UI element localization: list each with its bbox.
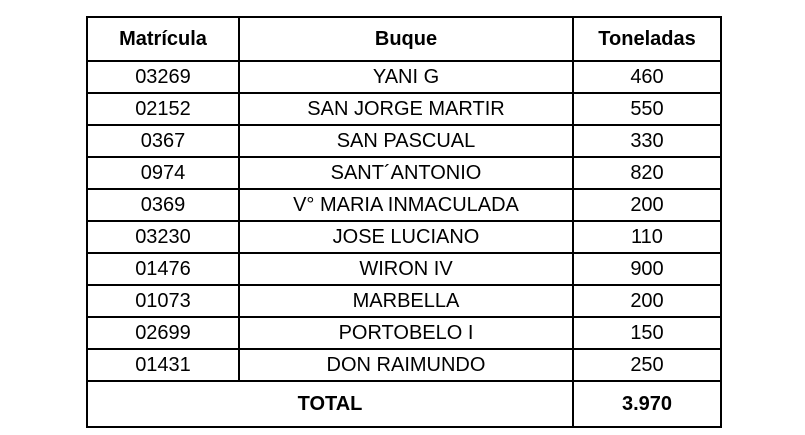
cell-matricula: 0974	[87, 157, 239, 189]
cell-matricula: 01431	[87, 349, 239, 381]
cell-buque: SAN JORGE MARTIR	[239, 93, 573, 125]
cell-matricula: 0367	[87, 125, 239, 157]
table-row	[87, 349, 721, 381]
cell-matricula: 02699	[87, 317, 239, 349]
table-row	[87, 125, 721, 157]
table-row	[87, 285, 721, 317]
cell-toneladas: 820	[573, 157, 721, 189]
total-value: 3.970	[573, 381, 721, 427]
cell-toneladas: 250	[573, 349, 721, 381]
table-row	[87, 253, 721, 285]
table-row	[87, 317, 721, 349]
cell-buque: SAN PASCUAL	[239, 125, 573, 157]
cell-toneladas: 150	[573, 317, 721, 349]
cell-matricula: 03269	[87, 61, 239, 93]
cell-buque: JOSE LUCIANO	[239, 221, 573, 253]
cell-toneladas: 110	[573, 221, 721, 253]
cell-toneladas: 330	[573, 125, 721, 157]
table-row	[87, 157, 721, 189]
ships-tonnage-table	[86, 16, 722, 428]
header-row	[87, 17, 721, 61]
table-row	[87, 93, 721, 125]
header-matricula: Matrícula	[87, 17, 239, 61]
cell-matricula: 03230	[87, 221, 239, 253]
cell-toneladas: 200	[573, 189, 721, 221]
cell-matricula: 02152	[87, 93, 239, 125]
total-row	[87, 381, 721, 427]
cell-matricula: 01476	[87, 253, 239, 285]
cell-toneladas: 900	[573, 253, 721, 285]
cell-buque: SANT´ANTONIO	[239, 157, 573, 189]
cell-toneladas: 200	[573, 285, 721, 317]
cell-toneladas: 550	[573, 93, 721, 125]
cell-matricula: 01073	[87, 285, 239, 317]
cell-buque: V° MARIA INMACULADA	[239, 189, 573, 221]
total-label: TOTAL	[87, 381, 573, 427]
cell-buque: DON RAIMUNDO	[239, 349, 573, 381]
table-row	[87, 189, 721, 221]
table-row	[87, 221, 721, 253]
table-row	[87, 61, 721, 93]
cell-buque: YANI G	[239, 61, 573, 93]
cell-matricula: 0369	[87, 189, 239, 221]
cell-buque: WIRON IV	[239, 253, 573, 285]
header-toneladas: Toneladas	[573, 17, 721, 61]
cell-toneladas: 460	[573, 61, 721, 93]
header-buque: Buque	[239, 17, 573, 61]
cell-buque: MARBELLA	[239, 285, 573, 317]
cell-buque: PORTOBELO I	[239, 317, 573, 349]
